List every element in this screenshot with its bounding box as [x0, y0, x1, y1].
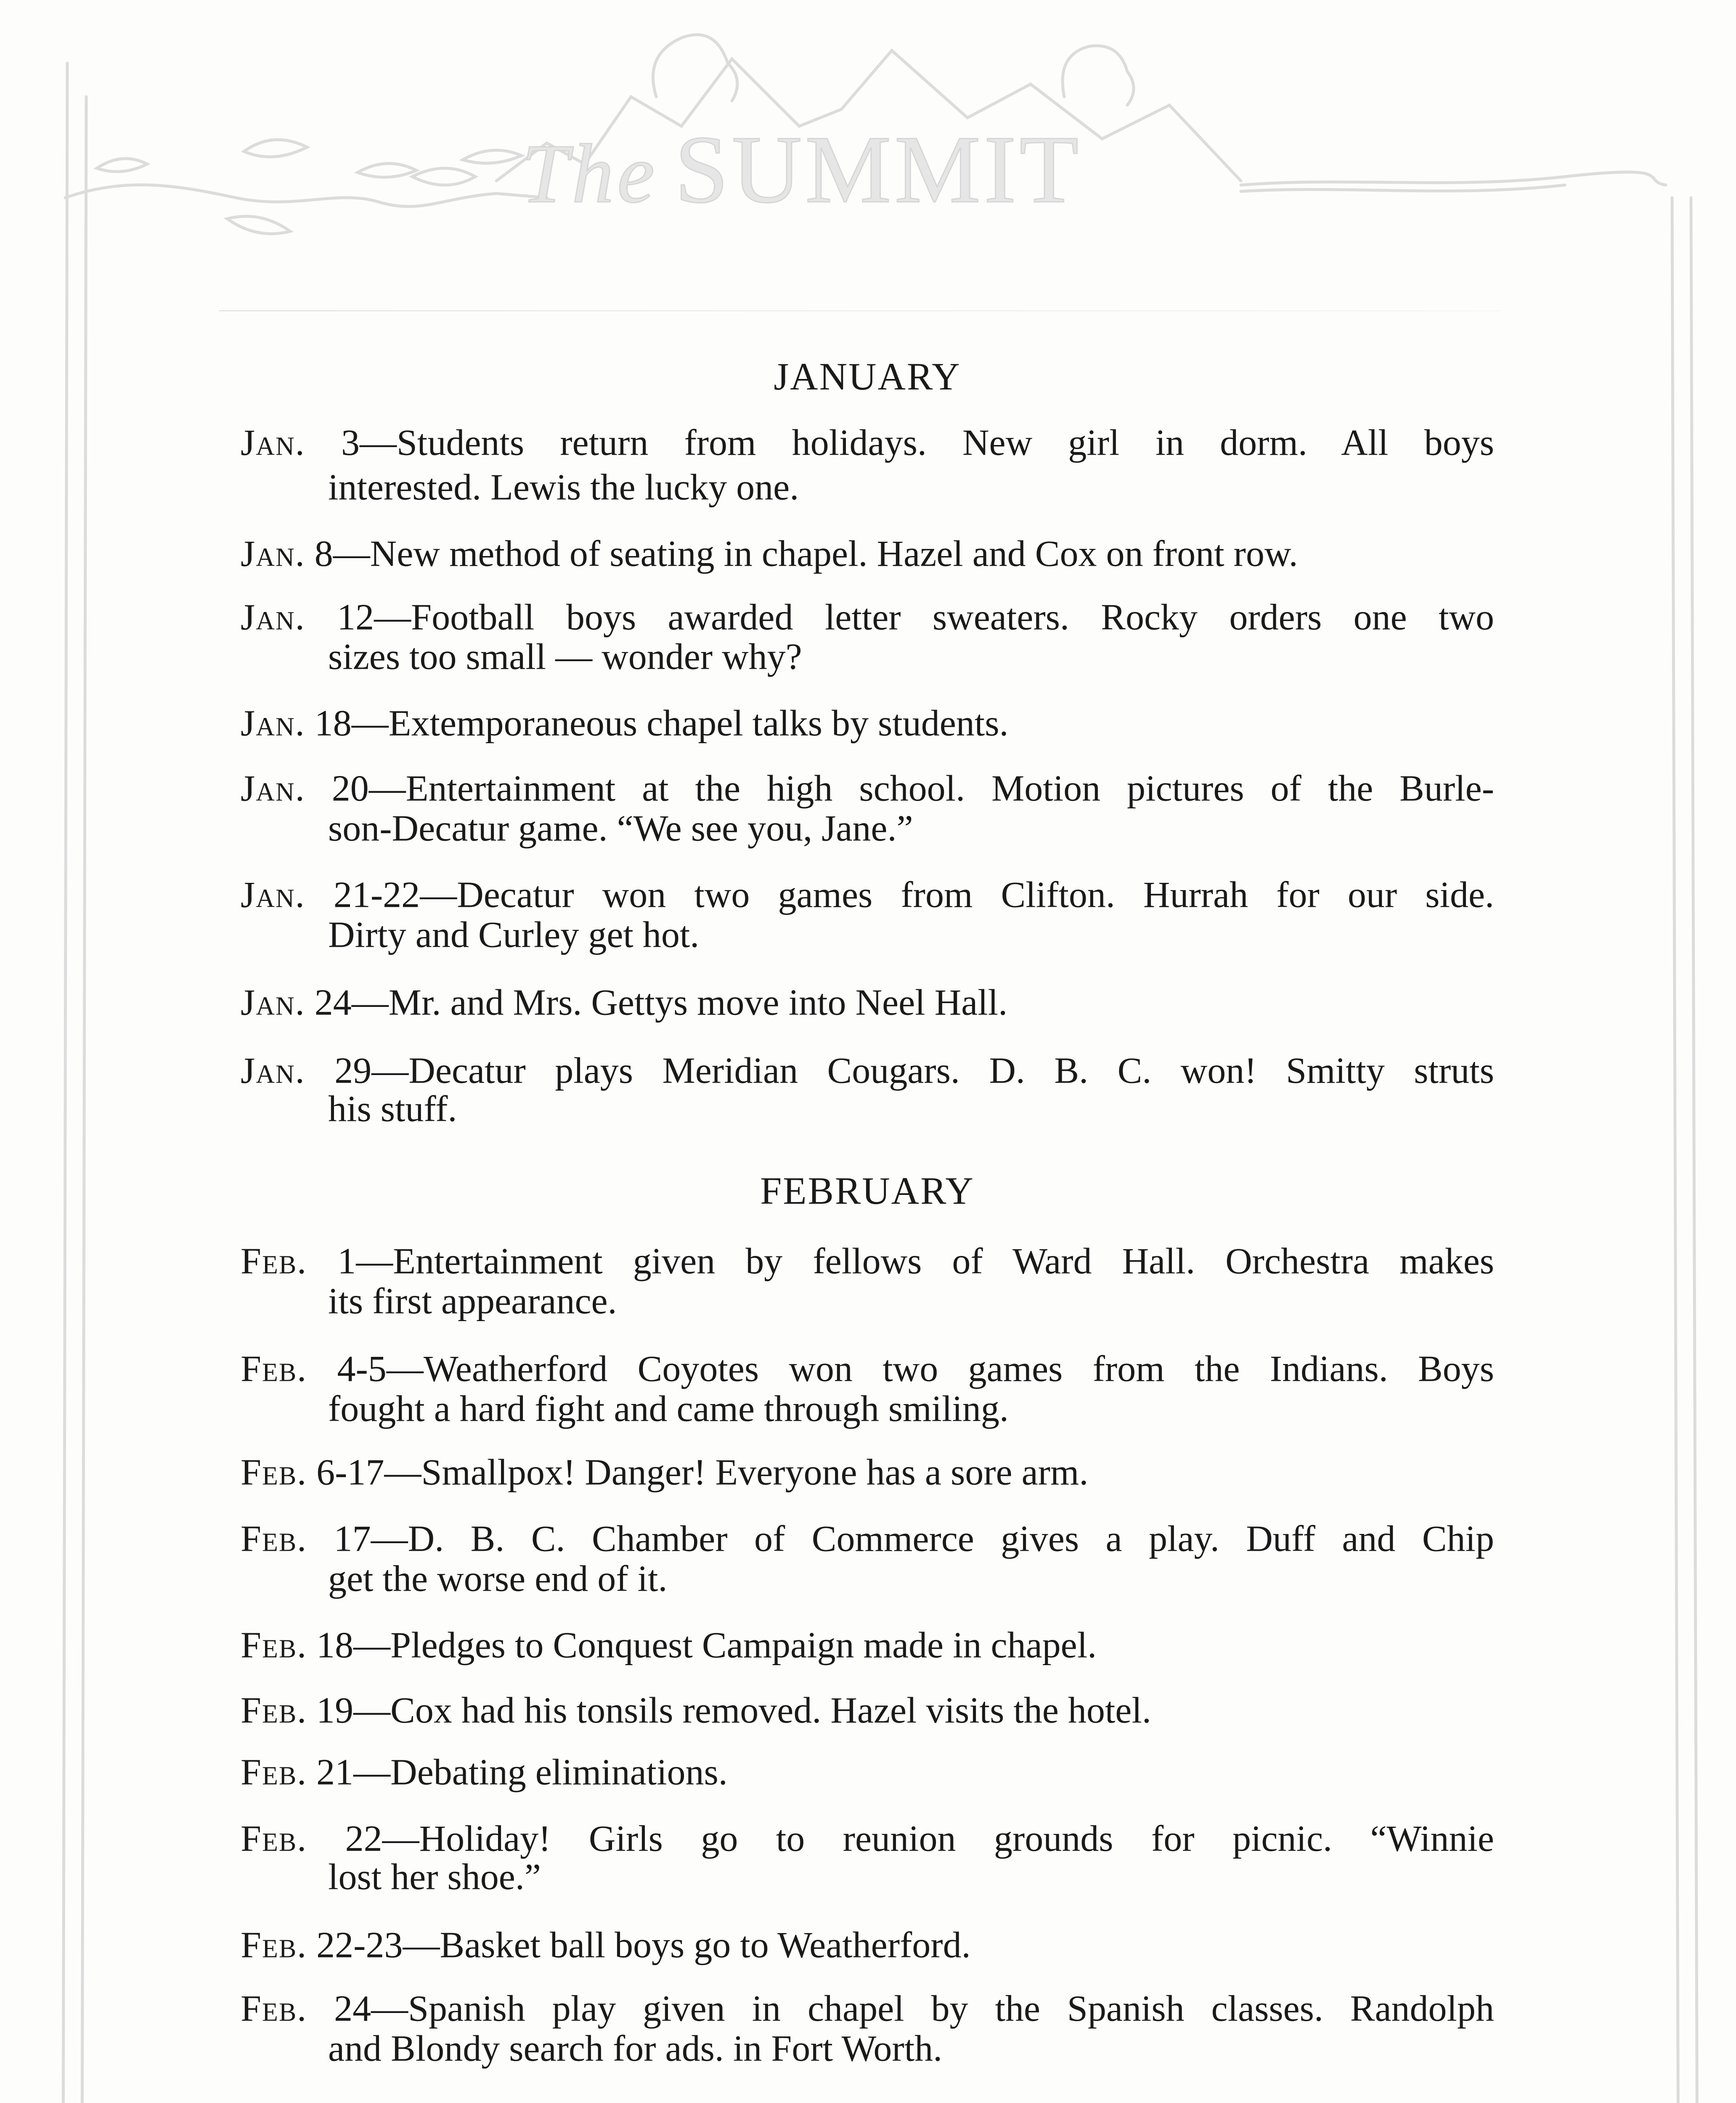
entry-date: 22-23: [316, 1925, 403, 1966]
month-heading: FEBRUARY: [760, 1169, 975, 1212]
entry-date: 18: [316, 1625, 354, 1666]
entry-date: 19: [316, 1690, 354, 1731]
masthead-summit: SUMMIT: [675, 116, 1082, 223]
entry-text: —Pledges to Conquest Campaign made in chapel.: [353, 1625, 1097, 1666]
entry-month-abbr: Jan.: [241, 422, 305, 464]
calendar-entry-line: [241, 1627, 1494, 1664]
entry-month-abbr: Feb.: [241, 1518, 307, 1560]
calendar-entry-line: [241, 599, 1494, 636]
entry-date: 3: [341, 422, 360, 464]
entry-text: —Extemporaneous chapel talks by students.: [351, 703, 1009, 744]
entry-text: son-Decatur game. “We see you, Jane.”: [328, 808, 913, 849]
entry-text: —Football boys awarded letter sweaters. Rocky orders one two: [374, 597, 1495, 638]
calendar-entry-line: [241, 1243, 1494, 1280]
entry-text: —Cox had his tonsils removed. Hazel visits the hotel.: [353, 1690, 1151, 1731]
calendar-entry-line: [241, 1754, 1494, 1791]
entry-text: —New method of seating in chapel. Hazel and Cox on front row.: [333, 533, 1298, 575]
entry-text: —Students return from holidays. New girl in dorm. All boys: [359, 422, 1495, 464]
entry-text: lost her shoe.”: [328, 1857, 541, 1898]
entry-month-abbr: Jan.: [241, 597, 305, 638]
entry-month-abbr: Jan.: [241, 768, 305, 809]
calendar-entry-line: [328, 1859, 1494, 1896]
entry-month-abbr: Feb.: [241, 1988, 307, 2029]
entry-date: 21-22: [333, 874, 420, 916]
calendar-entry-line: [241, 1990, 1494, 2027]
calendar-entry-line: [328, 916, 1494, 954]
entry-text: sizes too small — wonder why?: [328, 636, 802, 678]
calendar-entry-line: [241, 1454, 1494, 1491]
calendar-entry-line: [328, 810, 1494, 847]
entry-text: and Blondy search for ads. in Fort Worth.: [328, 2028, 943, 2069]
entry-date: 24: [314, 982, 352, 1023]
top-vine-left: [65, 185, 547, 207]
entry-month-abbr: Jan.: [241, 533, 305, 575]
entry-month-abbr: Jan.: [241, 1050, 305, 1091]
entry-text: —Entertainment given by fellows of Ward Hall. Orchestra makes: [356, 1241, 1494, 1282]
calendar-entry-line: [241, 1518, 1495, 1560]
entry-date: 12: [337, 597, 374, 638]
right-border-trunk: [1672, 198, 1678, 2103]
entry-text: —Decatur plays Meridian Cougars. D. B. C. won! Smitty struts: [371, 1050, 1495, 1091]
entry-date: 18: [314, 703, 352, 744]
entry-text: —Basket ball boys go to Weatherford.: [403, 1925, 971, 1966]
entry-text: —Spanish play given in chapel by the Spanish classes. Randolph: [371, 1988, 1495, 2029]
entry-text: fought a hard fight and came through smiling.: [328, 1388, 1009, 1430]
entry-month-abbr: Feb.: [241, 1752, 307, 1793]
entry-text: get the worse end of it.: [328, 1558, 668, 1600]
entry-date: 4-5: [337, 1348, 387, 1390]
entry-month-abbr: Feb.: [241, 1452, 307, 1493]
calendar-entry-line: [241, 770, 1494, 807]
calendar-entry-line: [241, 874, 1494, 916]
entry-text: interested. Lewis the lucky one.: [328, 467, 799, 508]
calendar-entry-line: [328, 1558, 1494, 1600]
calendar-entry-line: [241, 1692, 1494, 1729]
calendar-entry-line: [241, 422, 1495, 464]
entry-text: —Mr. and Mrs. Gettys move into Neel Hall.: [351, 982, 1008, 1023]
entry-month-abbr: Feb.: [241, 1690, 307, 1731]
masthead-title: [522, 114, 1082, 225]
entry-text: —Holiday! Girls go to reunion grounds for picnic. “Winnie: [382, 1818, 1494, 1859]
calendar-entry-line: [241, 533, 1494, 575]
left-border-trunk: [63, 63, 67, 2103]
calendar-entry-line: [328, 1091, 1494, 1128]
calendar-entry-line: [328, 1388, 1494, 1430]
calendar-entry-line: [241, 1052, 1494, 1089]
entry-date: 29: [334, 1050, 372, 1091]
calendar-entry-line: [328, 2030, 1494, 2067]
entry-month-abbr: Feb.: [241, 1625, 307, 1666]
entry-text: —Weatherford Coyotes won two games from the Indians. Boys: [386, 1348, 1495, 1390]
entry-text: —Entertainment at the high school. Motion pictures of the Burle-: [368, 768, 1494, 809]
calendar-entry-line: [241, 1820, 1494, 1857]
entry-month-abbr: Jan.: [241, 703, 305, 744]
calendar-entry-line: [328, 469, 1494, 506]
entry-date: 22: [345, 1818, 382, 1859]
entry-date: 21: [316, 1752, 354, 1793]
entry-month-abbr: Jan.: [241, 874, 305, 916]
entry-month-abbr: Feb.: [241, 1241, 307, 1282]
entry-text: Dirty and Curley get hot.: [328, 914, 700, 956]
calendar-entry-line: [241, 984, 1494, 1021]
entry-text: —Decatur won two games from Clifton. Hurrah for our side.: [420, 874, 1494, 916]
entry-date: 1: [337, 1241, 356, 1282]
entry-month-abbr: Jan.: [241, 982, 305, 1023]
masthead-the: The: [522, 127, 658, 220]
month-heading: JANUARY: [774, 355, 961, 398]
top-vine-right: [1241, 172, 1666, 185]
entry-date: 20: [331, 768, 369, 809]
entry-month-abbr: Feb.: [241, 1818, 307, 1859]
entry-text: —D. B. C. Chamber of Commerce gives a play. Duff and Chip: [371, 1518, 1495, 1560]
entry-date: 6-17: [316, 1452, 384, 1493]
entry-month-abbr: Feb.: [241, 1348, 307, 1390]
calendar-entry-line: [241, 1927, 1494, 1964]
calendar-entry-line: [328, 1283, 1494, 1320]
entry-date: 17: [334, 1518, 371, 1560]
calendar-entry-line: [241, 705, 1494, 742]
header-rule: [219, 310, 1502, 311]
calendar-entry-line: [328, 636, 1494, 678]
calendar-entry-line: [241, 1348, 1495, 1390]
entry-date: 24: [334, 1988, 371, 2029]
entry-text: —Debating eliminations.: [353, 1752, 728, 1793]
entry-text: his stuff.: [328, 1089, 457, 1130]
entry-date: 8: [314, 533, 333, 575]
entry-text: its first appearance.: [328, 1281, 617, 1322]
entry-text: —Smallpox! Danger! Everyone has a sore arm.: [384, 1452, 1089, 1493]
entry-month-abbr: Feb.: [241, 1925, 307, 1966]
